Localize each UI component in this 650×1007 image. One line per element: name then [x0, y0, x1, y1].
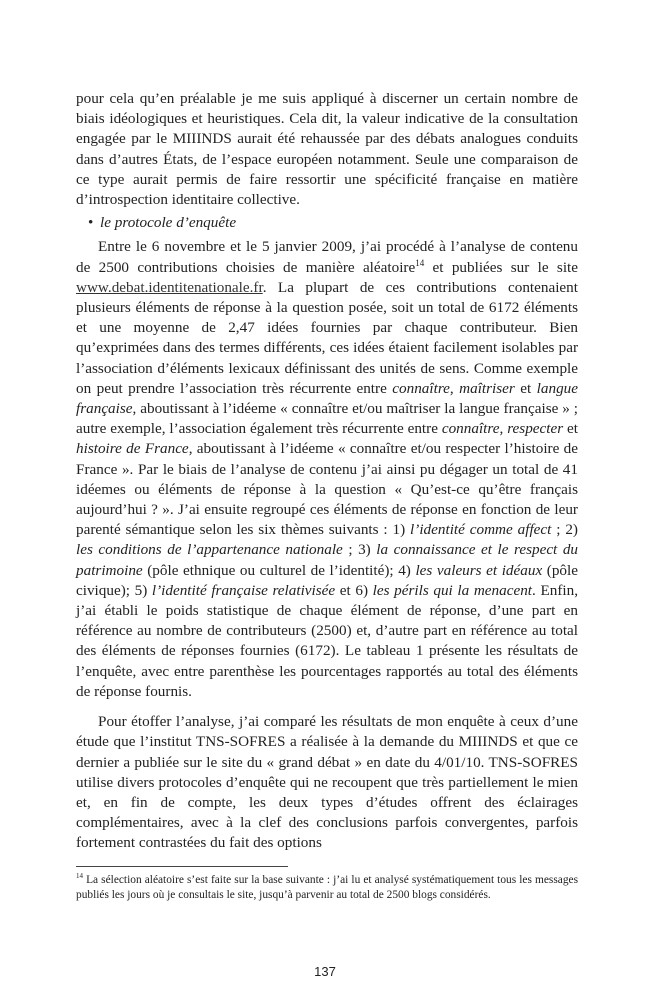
- emphasis: l’identité comme affect: [410, 521, 552, 539]
- emphasis: maîtriser: [459, 379, 515, 397]
- paragraph-protocol: [76, 237, 578, 702]
- text-run: ,: [499, 420, 508, 438]
- text-run: et 6): [335, 581, 373, 599]
- emphasis: connaître: [441, 420, 500, 438]
- emphasis: respecter: [507, 420, 564, 438]
- text-run: . La plupart de ces contributions contenaient plusieurs éléments de réponse à la question posée, soit un total de 6172 éléments et une moyenne de 2,47 idées fournies par chaque contributeur. Bien qu’exprimées dans des termes différents, ces idées étaient facilement isolables par l’association d’éléments lexicaux définissant des unités de sens. Comme exemple on peut prendre l’association très récurrente entre: [76, 278, 578, 397]
- text-run: , aboutissant à l’idéeme « connaître et/ou respecter l’histoire de France ». Par le biais de l’analyse de contenu j’ai ainsi pu dégager un total de 41 idéemes ou éléments de réponse à la question « Qu’est-ce qu’être français aujourd’hui ? ». J’ai ensuite regroupé ces éléments de réponse en fonction de leur parenté sémantique selon les six thèmes suivants : 1): [76, 440, 578, 539]
- footnote: [76, 873, 578, 902]
- text-run: (pôle civique); 5): [76, 561, 578, 599]
- text-run: ; 3): [342, 541, 377, 559]
- page-body: [76, 89, 578, 854]
- footnote-reference[interactable]: 14: [415, 257, 425, 268]
- site-link[interactable]: www.debat.identitenationale.fr: [76, 278, 263, 296]
- text-run: et: [563, 420, 579, 438]
- text-run: ,: [449, 379, 460, 397]
- footnote-divider: [76, 866, 288, 867]
- footnote-number: 14: [76, 872, 83, 881]
- text-run: Entre le 6 novembre et le 5 janvier 2009, j’ai procédé à l’analyse de contenu de 2500 contributions choisies de manière aléatoire: [76, 238, 578, 276]
- text-run: . Enfin, j’ai établi le poids statistique de chaque élément de réponse, d’une part en référence au nombre de contributeurs (2500) et, d’autre part en référence au total des éléments de réponses fournies (6172). Le tableau 1 présente les résultats de l’enquête, avec entre parenthèse les pourcentages rapportés au total des éléments de réponse fournis.: [76, 581, 578, 700]
- emphasis: les conditions de l’appartenance nationale: [76, 541, 343, 559]
- emphasis: l’identité française relativisée: [151, 581, 336, 599]
- emphasis: langue française: [76, 379, 578, 418]
- text-run: et publiées sur le site: [424, 258, 578, 276]
- emphasis: histoire de France: [76, 440, 189, 458]
- footnote-text: La sélection aléatoire s’est faite sur la base suivante : j’ai lu et analysé systématiquement tous les messages publiés les jours où je consultais le site, jusqu’à parvenir au total de 2500 blogs considérés.: [76, 874, 578, 901]
- emphasis: la connaissance et le respect du patrimoine: [76, 541, 579, 579]
- paragraph-intro: pour cela qu’en préalable je me suis appliqué à discerner un certain nombre de biais idéologiques et heuristiques. Cela dit, la valeur indicative de la consultation engagée par le MIIINDS aurait été rehaussée par des débats analogues conduits dans d’autres États, de l’espace européen notamment. Seule une comparaison de ce type aurait permis de faire ressortir une spécificité française en matière d’introspection identitaire collective.: [76, 90, 578, 209]
- text-run: (pôle ethnique ou culturel de l’identité); 4): [142, 561, 416, 579]
- paragraph-comparison: Pour étoffer l’analyse, j’ai comparé les résultats de mon enquête à ceux d’une étude que l’institut TNS-SOFRES a réalisée à la demande du MIIINDS et que ce dernier a publiée sur le site du « grand débat » en date du 4/01/10. TNS-SOFRES utilise divers protocoles d’enquête qui ne recoupent que très partiellement le mien et, en fin de compte, les deux types d’études offrent des éclairages complémentaires, avec à la clef des conclusions parfois convergentes, parfois fortement contrastées du fait des options: [76, 713, 578, 852]
- page-number: 137: [314, 964, 336, 979]
- text-run: , aboutissant à l’idéeme « connaître et/ou maîtriser la langue française » ; autre exemple, l’association également très récurrente entre: [76, 400, 578, 438]
- text-run: et: [514, 379, 537, 397]
- text-run: ; 2): [551, 521, 578, 539]
- emphasis: les valeurs et idéaux: [415, 561, 543, 579]
- emphasis: les périls qui la menacent: [372, 581, 533, 599]
- emphasis: connaître: [392, 379, 450, 397]
- bullet-icon: •: [88, 214, 94, 232]
- bullet-item: [76, 213, 578, 233]
- bullet-label: le protocole d’enquête: [100, 214, 237, 232]
